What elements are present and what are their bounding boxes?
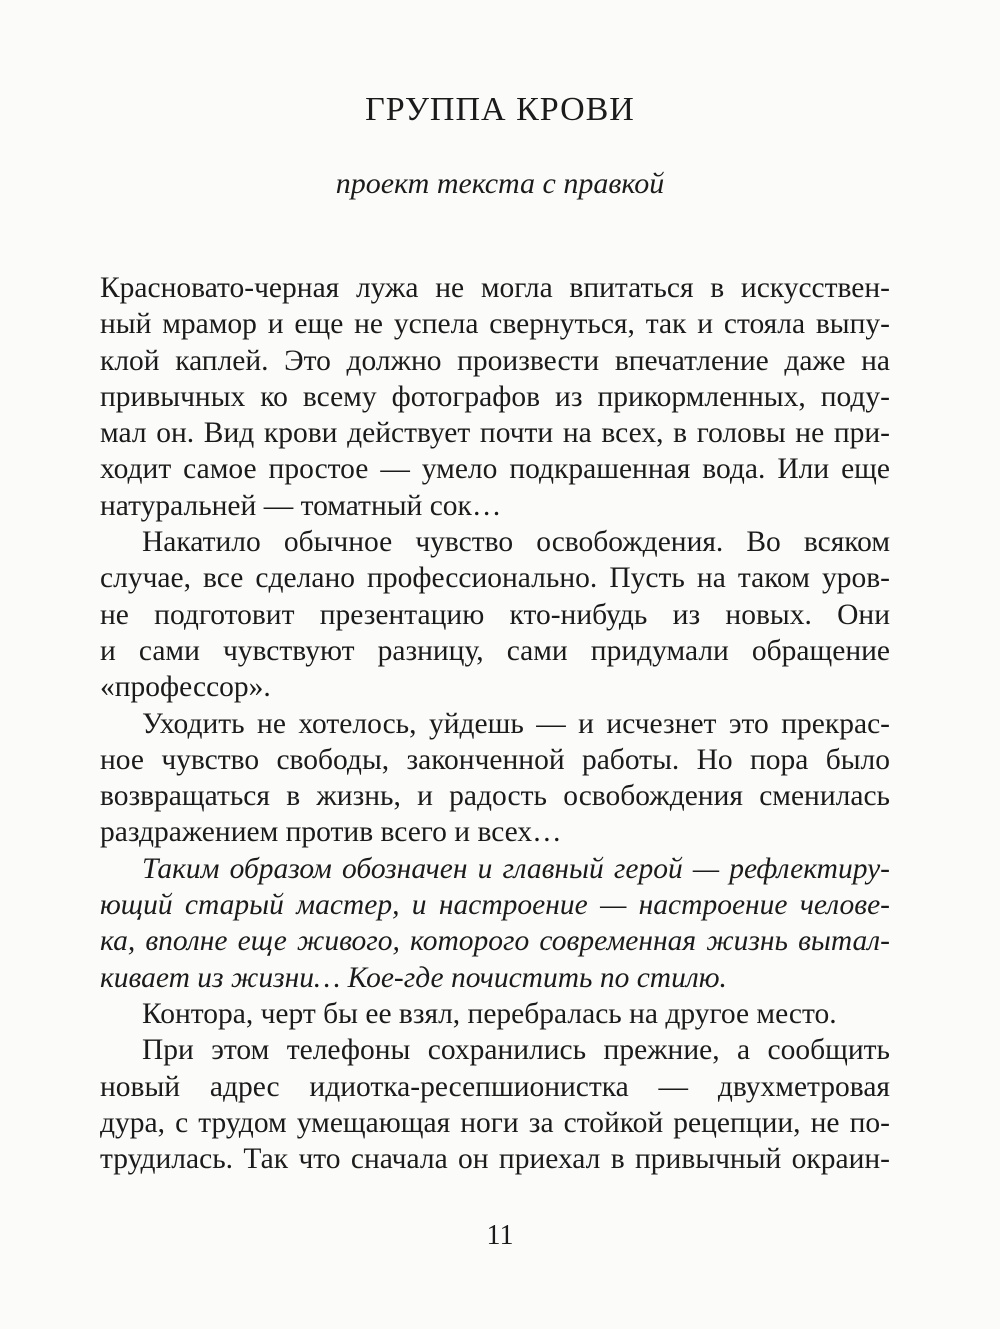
text-line: Красновато-черная лужа не могла впитаться в искусствен-	[100, 272, 890, 304]
text-line: и сами чувствуют разницу, сами придумали обращение	[100, 634, 890, 667]
chapter-subtitle: проект текста с правкой	[335, 167, 665, 200]
text-line: новый адрес идиотка-ресепшионистка — двухметровая	[100, 1070, 890, 1103]
text-line: возвращаться в жизнь, и радость освобождения сменилась	[100, 780, 890, 813]
text-line: При этом телефоны сохранились прежние, а сообщить	[142, 1034, 890, 1067]
text-line: мал он. Вид крови действует почти на всех, в головы не при-	[100, 417, 890, 450]
editor-note-line: кивает из жизни… Кое-где почистить по стилю.	[100, 961, 727, 994]
text-line: не подготовит презентацию кто-нибудь из новых. Они	[100, 598, 890, 631]
text-line: Уходить не хотелось, уйдешь — и исчезнет это прекрас-	[142, 707, 890, 740]
text-line: Контора, черт бы ее взял, перебралась на другое место.	[142, 997, 837, 1030]
body-text	[100, 270, 890, 1177]
editor-note-line: Таким образом обозначен и главный герой — рефлектиру-	[142, 852, 890, 885]
text-line: ное чувство свободы, законченной работы. Но пора было	[100, 743, 890, 776]
editor-note-line: ющий старый мастер, и настроение — настроение челове-	[100, 889, 890, 922]
text-line: раздражением против всего и всех…	[100, 816, 562, 849]
text-line: дура, с трудом умещающая ноги за стойкой рецепции, не по-	[100, 1106, 890, 1139]
text-line: ходит самое простое — умело подкрашенная вода. Или еще	[100, 453, 890, 486]
page-number: 11	[486, 1220, 514, 1251]
text-line: «профессор».	[100, 671, 271, 704]
text-line: трудилась. Так что сначала он приехал в привычный окраин-	[100, 1143, 890, 1176]
text-line: случае, все сделано профессионально. Пусть на таком уров-	[100, 562, 890, 595]
text-line: клой каплей. Это должно произвести впечатление даже на	[100, 344, 890, 377]
text-line: привычных ко всему фотографов из прикормленных, поду-	[100, 380, 890, 413]
text-line: Накатило обычное чувство освобождения. Во всяком	[142, 526, 890, 559]
chapter-title: ГРУППА КРОВИ	[365, 91, 635, 128]
text-line: натуральней — томатный сок…	[100, 489, 502, 522]
editor-note-line: ка, вполне еще живого, которого современная жизнь вытал-	[100, 925, 890, 958]
text-line: ный мрамор и еще не успела свернуться, так и стояла выпу-	[100, 308, 890, 341]
